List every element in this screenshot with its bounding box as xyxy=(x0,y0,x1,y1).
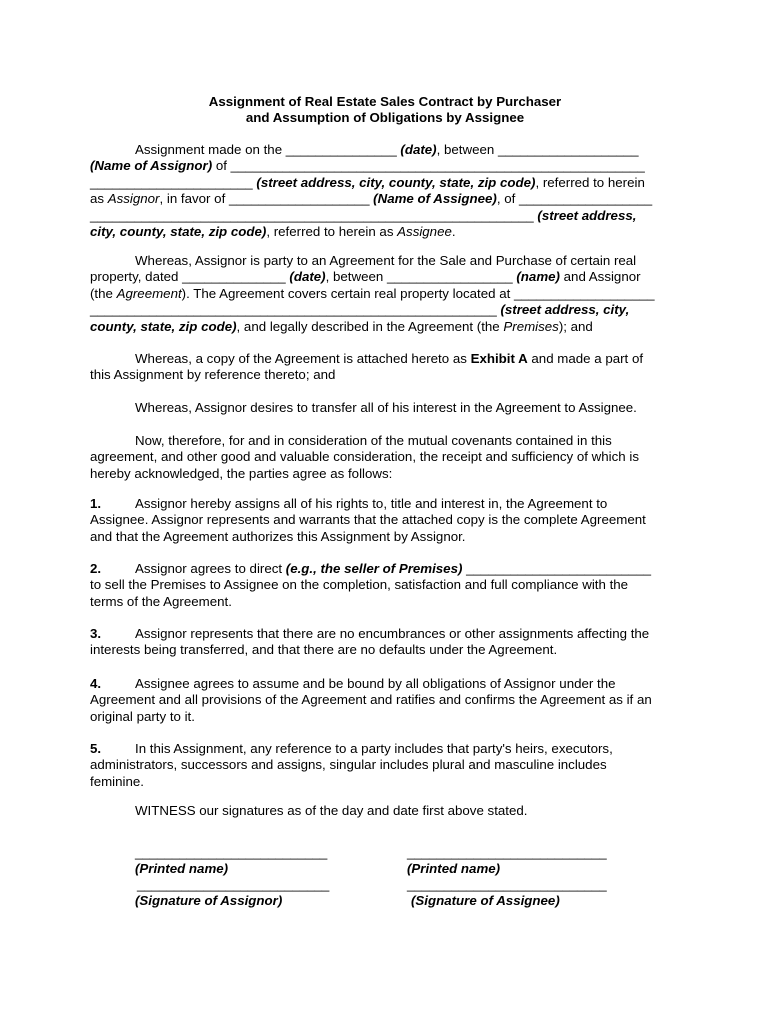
paragraph-line: Whereas, Assignor desires to transfer all of his interest in the Agreement to Assignee. xyxy=(135,400,637,415)
paragraph-text: and Assignor xyxy=(559,269,641,285)
paragraph-text: (the xyxy=(90,285,117,301)
clause-line: original party to it. xyxy=(90,708,195,724)
address-label: city, county, state, zip code) xyxy=(90,223,267,239)
clause-2 xyxy=(90,561,682,610)
whereas-exhibit-paragraph xyxy=(90,351,682,384)
clause-text: Assignee agrees to assume and be bound by all obligations of Assignor under the xyxy=(135,676,616,691)
paragraph-text: _______________________________________________________ xyxy=(90,302,501,318)
whereas-agreement-paragraph xyxy=(90,253,682,335)
clause-number: 2. xyxy=(90,561,102,576)
intro-text: of ________________________________________________________ xyxy=(212,158,645,174)
paragraph-line: Whereas, Assignor is party to an Agreement for the Sale and Purchase of certain real xyxy=(135,253,637,268)
printed-name-label: (Printed name) xyxy=(407,861,501,877)
date-label: (date) xyxy=(400,142,437,157)
signature-line: __________________________ xyxy=(135,845,328,860)
intro-text: , in favor of ___________________ xyxy=(159,191,374,207)
clause-line: administrators, successors and assigns, singular includes plural and masculine includes xyxy=(90,757,607,773)
intro-text: , of __________________ xyxy=(496,191,653,207)
assignor-term: Assignor xyxy=(107,191,160,207)
address-label: (street address, xyxy=(537,207,637,223)
clause-line: interests being transferred, and that there are no defaults under the Agreement. xyxy=(90,642,558,658)
title-line-1: Assignment of Real Estate Sales Contract by Purchaser xyxy=(208,94,562,109)
clause-number: 4. xyxy=(90,676,102,691)
assignee-printed-name-block xyxy=(407,845,607,878)
intro-text: ______________________ xyxy=(90,174,257,190)
clause-line: feminine. xyxy=(90,773,144,789)
assignor-name-label: (Name of Assignor) xyxy=(90,158,213,174)
assignee-name-label: (Name of Assignee) xyxy=(373,191,497,207)
witness-line: WITNESS our signatures as of the day and date first above stated. xyxy=(135,803,528,818)
clause-number: 5. xyxy=(90,741,102,756)
paragraph-text: Whereas, a copy of the Agreement is attached hereto as xyxy=(135,351,471,366)
paragraph-line: this Assignment by reference thereto; and xyxy=(90,367,336,383)
clause-text: Assignor hereby assigns all of his rights to, title and interest in, the Agreement to xyxy=(135,496,608,511)
signature-line: ___________________________ xyxy=(407,845,607,860)
document-title xyxy=(0,94,770,127)
clause-line: terms of the Agreement. xyxy=(90,593,232,609)
assignor-signature-block xyxy=(137,877,329,910)
clause-line: to sell the Premises to Assignee on the completion, satisfaction and full compliance with the xyxy=(90,577,629,593)
paragraph-text: and made a part of xyxy=(527,351,644,366)
clause-line: and that the Agreement authorizes this Assignment by Assignor. xyxy=(90,528,466,544)
clause-1 xyxy=(90,496,682,545)
clause-line: Assignee. Assignor represents and warrants that the attached copy is the complete Agreement xyxy=(90,512,646,528)
intro-text: , referred to herein xyxy=(535,174,645,190)
paragraph-line: Now, therefore, for and in consideration of the mutual covenants contained in this xyxy=(135,433,612,448)
seller-label: (e.g., the seller of Premises) xyxy=(285,561,463,576)
clause-line: Agreement and all provisions of the Agreement and ratifies and confirms the Agreement as if an xyxy=(90,692,652,708)
assignee-signature-label: (Signature of Assignee) xyxy=(411,893,560,909)
intro-text: . xyxy=(451,223,456,239)
intro-text: , between ___________________ xyxy=(436,142,639,157)
clause-text: Assignor agrees to direct xyxy=(135,561,286,576)
clause-text: In this Assignment, any reference to a party includes that party's heirs, executors, xyxy=(135,741,613,756)
clause-5 xyxy=(90,741,682,790)
clause-3 xyxy=(90,626,682,659)
paragraph-line: hereby acknowledged, the parties agree as follows: xyxy=(90,465,393,481)
premises-term: Premises xyxy=(503,318,559,334)
paragraph-text: ). The Agreement covers certain real property located at ___________________ xyxy=(181,285,655,301)
whereas-transfer-paragraph xyxy=(90,400,682,416)
clause-text: Assignor represents that there are no encumbrances or other assignments affecting the xyxy=(135,626,650,641)
paragraph-text: ); and xyxy=(558,318,593,334)
clause-number: 3. xyxy=(90,626,102,641)
paragraph-text: , between _________________ xyxy=(325,269,517,285)
clause-4 xyxy=(90,676,682,725)
witness-paragraph xyxy=(90,803,682,819)
signature-line: __________________________ xyxy=(137,877,330,892)
printed-name-label: (Printed name) xyxy=(135,861,229,877)
name-label: (name) xyxy=(516,269,560,285)
address-label: (street address, city, county, state, zip code) xyxy=(256,174,536,190)
assignor-signature-label: (Signature of Assignor) xyxy=(135,893,283,909)
intro-text: , referred to herein as xyxy=(266,223,398,239)
now-therefore-paragraph xyxy=(90,433,682,482)
intro-paragraph xyxy=(90,142,682,240)
paragraph-line: agreement, and other good and valuable consideration, the receipt and sufficiency of which is xyxy=(90,449,639,465)
address-label: county, state, zip code) xyxy=(90,318,237,334)
intro-text: Assignment made on the _______________ xyxy=(135,142,401,157)
assignee-term: Assignee xyxy=(397,223,452,239)
address-label: (street address, city, xyxy=(500,302,630,318)
assignee-signature-block xyxy=(407,877,607,910)
agreement-term: Agreement xyxy=(116,285,182,301)
clause-number: 1. xyxy=(90,496,102,511)
clause-text: _________________________ xyxy=(462,561,651,576)
exhibit-label: Exhibit A xyxy=(470,351,528,366)
date-label: (date) xyxy=(289,269,326,285)
paragraph-text: , and legally described in the Agreement (the xyxy=(236,318,504,334)
assignor-printed-name-block xyxy=(135,845,327,878)
intro-text: as xyxy=(90,191,108,207)
intro-text: ____________________________________________________________ xyxy=(90,207,538,223)
signature-line: ___________________________ xyxy=(407,877,607,892)
paragraph-text: property, dated ______________ xyxy=(90,269,290,285)
title-line-2: and Assumption of Obligations by Assignee xyxy=(245,110,525,126)
